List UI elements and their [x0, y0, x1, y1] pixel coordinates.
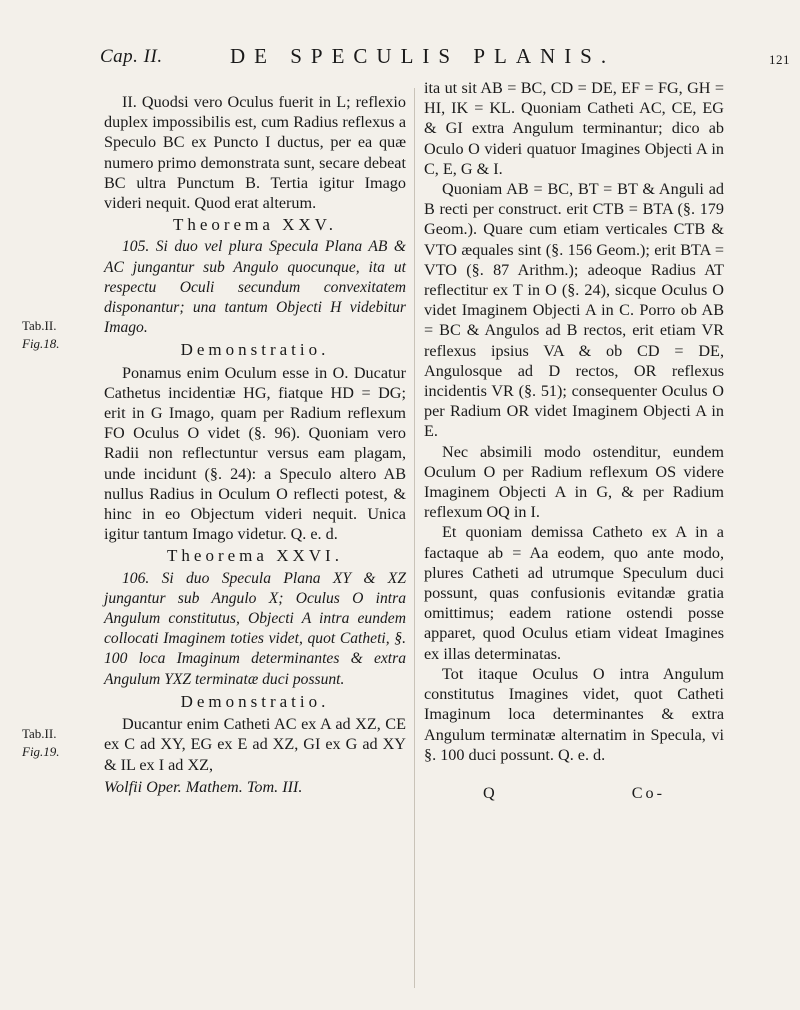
paragraph: Ponamus enim Oculum esse in O. Ducatur Cathetus incidentiæ HG, fiatque HD = DG; erit in G Imago, quam per Radium reflexum FO Oculus O videt (§. 96). Quoniam vero Radii non reflectuntur versus eam plagam, unde incidunt (§. 24): a Speculo altero AB nullus Radius in Oculum O reflecti potest, & hinc in eo Objectum videri nequit. Unica igitur tantum Imago videtur. Q. e. d. — [104, 363, 406, 544]
paragraph: Nec absimili modo ostenditur, eundem Oculum O per Radium reflexum OS videre Imaginem Objecti A in G, & per Radium reflexum OQ in I. — [424, 442, 724, 522]
page-number: 121 — [769, 52, 790, 67]
demonstration-heading: Demonstratio. — [180, 691, 330, 711]
paragraph: Ducantur enim Catheti AC ex A ad XZ, CE ex C ad XY, EG ex E ad XZ, GI ex G ad XY & IL ex I ad XZ, — [104, 715, 406, 774]
running-head — [100, 40, 790, 80]
left-column — [104, 92, 406, 797]
right-column — [424, 78, 724, 803]
theorem-heading: Theorema XXV. — [172, 215, 338, 235]
chapter-label: Cap. II. — [100, 46, 163, 67]
theorem-heading: Theorema XXVI. — [167, 546, 343, 566]
margin-tab-ref: Tab.II. — [22, 318, 57, 333]
paragraph: Et quoniam demissa Catheto ex A in a factaque ab = Aa eodem, quo ante modo, plures Catheti ad utrumque Speculum duci possunt, quas confusionis evitandæ gratia omittimus; eadem ratione ostendi posse apparet, quod Oculus etiam videat Imagines ex illas determinatas. — [424, 523, 724, 663]
demonstration-heading: Demonstratio. — [180, 340, 330, 360]
margin-fig-ref: Fig.19. — [22, 744, 60, 759]
running-title: DE SPECULIS PLANIS. — [230, 44, 616, 68]
catchword: Co- — [631, 783, 666, 802]
paragraph: ita ut sit AB = BC, CD = DE, EF = FG, GH = HI, IK = KL. Quoniam Catheti AC, CE, EG & GI extra Angulum terminantur; dico ab Oculo O videri quatuor Imagines Objecti A in C, E, G & I. — [424, 79, 724, 178]
theorem-statement: 105. Si duo vel plura Specula Plana AB & AC jungantur sub Angulo quocunque, ita ut respectu Oculi secundum convexitatem disponantur; una tantum Objecti H videbitur Imago. — [104, 238, 406, 337]
paragraph: II. Quodsi vero Oculus fuerit in L; reflexio duplex impossibilis est, cum Radius reflexus a Speculo BC ex Puncto I ductus, per ea quæ numero primo demonstrata sunt, secare debeat BC ultra Punctum B. Tertia igitur Imago videri nequit. Quod erat alterum. — [104, 93, 406, 213]
theorem-statement: 106. Si duo Specula Plana XY & XZ jungantur sub Angulo X; Oculus O intra Angulum constitutus, Objecti A intra eundem collocati Imaginem toties videt, quot Catheti, §. 100 loca Imaginum determinantes & extra Angulum YXZ terminatæ duci possunt. — [104, 569, 406, 688]
paragraph: Tot itaque Oculus O intra Angulum constitutus Imagines videt, quot Catheti Imaginum loca determinantes & extra Angulum terminatæ alternatim in Specula, vi §. 100 duci possunt. Q. e. d. — [424, 664, 724, 764]
paragraph: Quoniam AB = BC, BT = BT & Anguli ad B recti per construct. erit CTB = BTA (§. 179 Geom.). Quare cum etiam verticales CTB & VTO æquales sint (§. 156 Geom.); erit BTA = VTO (§. 87 Arithm.); adeoque Radius AT reflectitur ex T in O (§. 24), sicque Oculus O videt Imaginem Objecti A in C. Porro ob AB = BC & Angulos ad B rectos, erit etiam VR reflexus ipsius VA & ob CD = DE, Angulosque ad D rectos, OR reflexus incidentis VR (§. 51); consequenter Oculus O per Radium OR videt Imaginem Objecti A in E. — [424, 180, 724, 441]
margin-fig-ref: Fig.18. — [22, 336, 60, 351]
signature-mark: Q — [482, 783, 498, 802]
column-divider — [414, 88, 415, 988]
catchword-line — [424, 783, 724, 803]
signature-line: Wolfii Oper. Mathem. Tom. III. — [104, 777, 303, 796]
margin-tab-ref: Tab.II. — [22, 726, 57, 741]
